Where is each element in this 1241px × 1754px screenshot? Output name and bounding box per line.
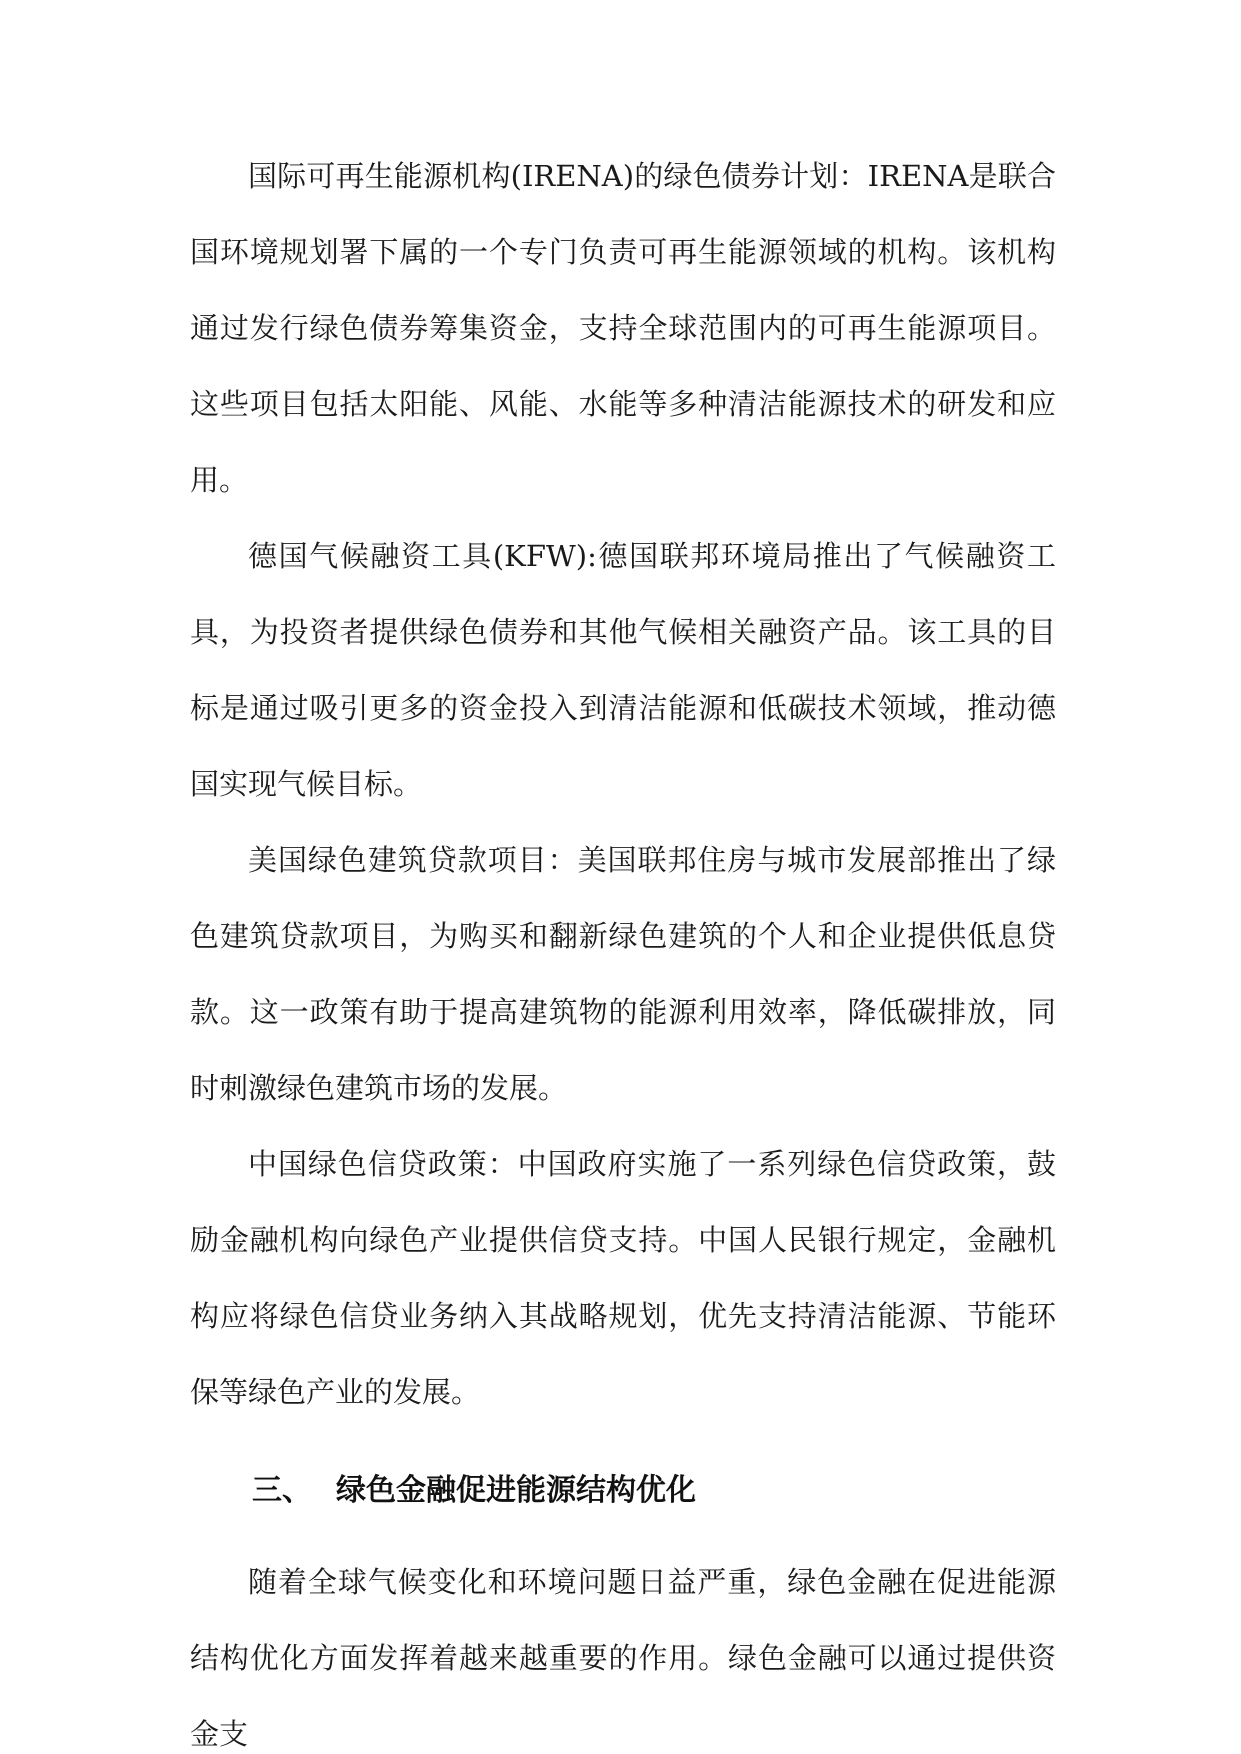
- paragraph-china-green-credit: 中国绿色信贷政策：中国政府实施了一系列绿色信贷政策，鼓励金融机构向绿色产业提供信贷支持。中国人民银行规定，金融机构应将绿色信贷业务纳入其战略规划，优先支持清洁能源、节能环保等绿色产业的发展。: [190, 1147, 1056, 1409]
- paragraph-us-green-building: 美国绿色建筑贷款项目：美国联邦住房与城市发展部推出了绿色建筑贷款项目，为购买和翻新绿色建筑的个人和企业提供低息贷款。这一政策有助于提高建筑物的能源利用效率，降低碳排放，同时刺激绿色建筑市场的发展。: [190, 843, 1056, 1105]
- paragraph-kfw: 德国气候融资工具(KFW):德国联邦环境局推出了气候融资工具，为投资者提供绿色债券和其他气候相关融资产品。该工具的目标是通过吸引更多的资金投入到清洁能源和低碳技术领域，推动德国实现气候目标。: [190, 539, 1056, 801]
- paragraph-section-intro: 随着全球气候变化和环境问题日益严重，绿色金融在促进能源结构优化方面发挥着越来越重要的作用。绿色金融可以通过提供资金支: [190, 1565, 1056, 1751]
- document-body: [190, 138, 1056, 1754]
- section-title: 绿色金融促进能源结构优化: [336, 1473, 696, 1508]
- section-heading: [190, 1451, 1056, 1531]
- paragraph-irena: 国际可再生能源机构(IRENA)的绿色债券计划：IRENA是联合国环境规划署下属的一个专门负责可再生能源领域的机构。该机构通过发行绿色债券筹集资金，支持全球范围内的可再生能源项目。这些项目包括太阳能、风能、水能等多种清洁能源技术的研发和应用。: [190, 159, 1056, 497]
- section-number: 三、: [252, 1473, 312, 1508]
